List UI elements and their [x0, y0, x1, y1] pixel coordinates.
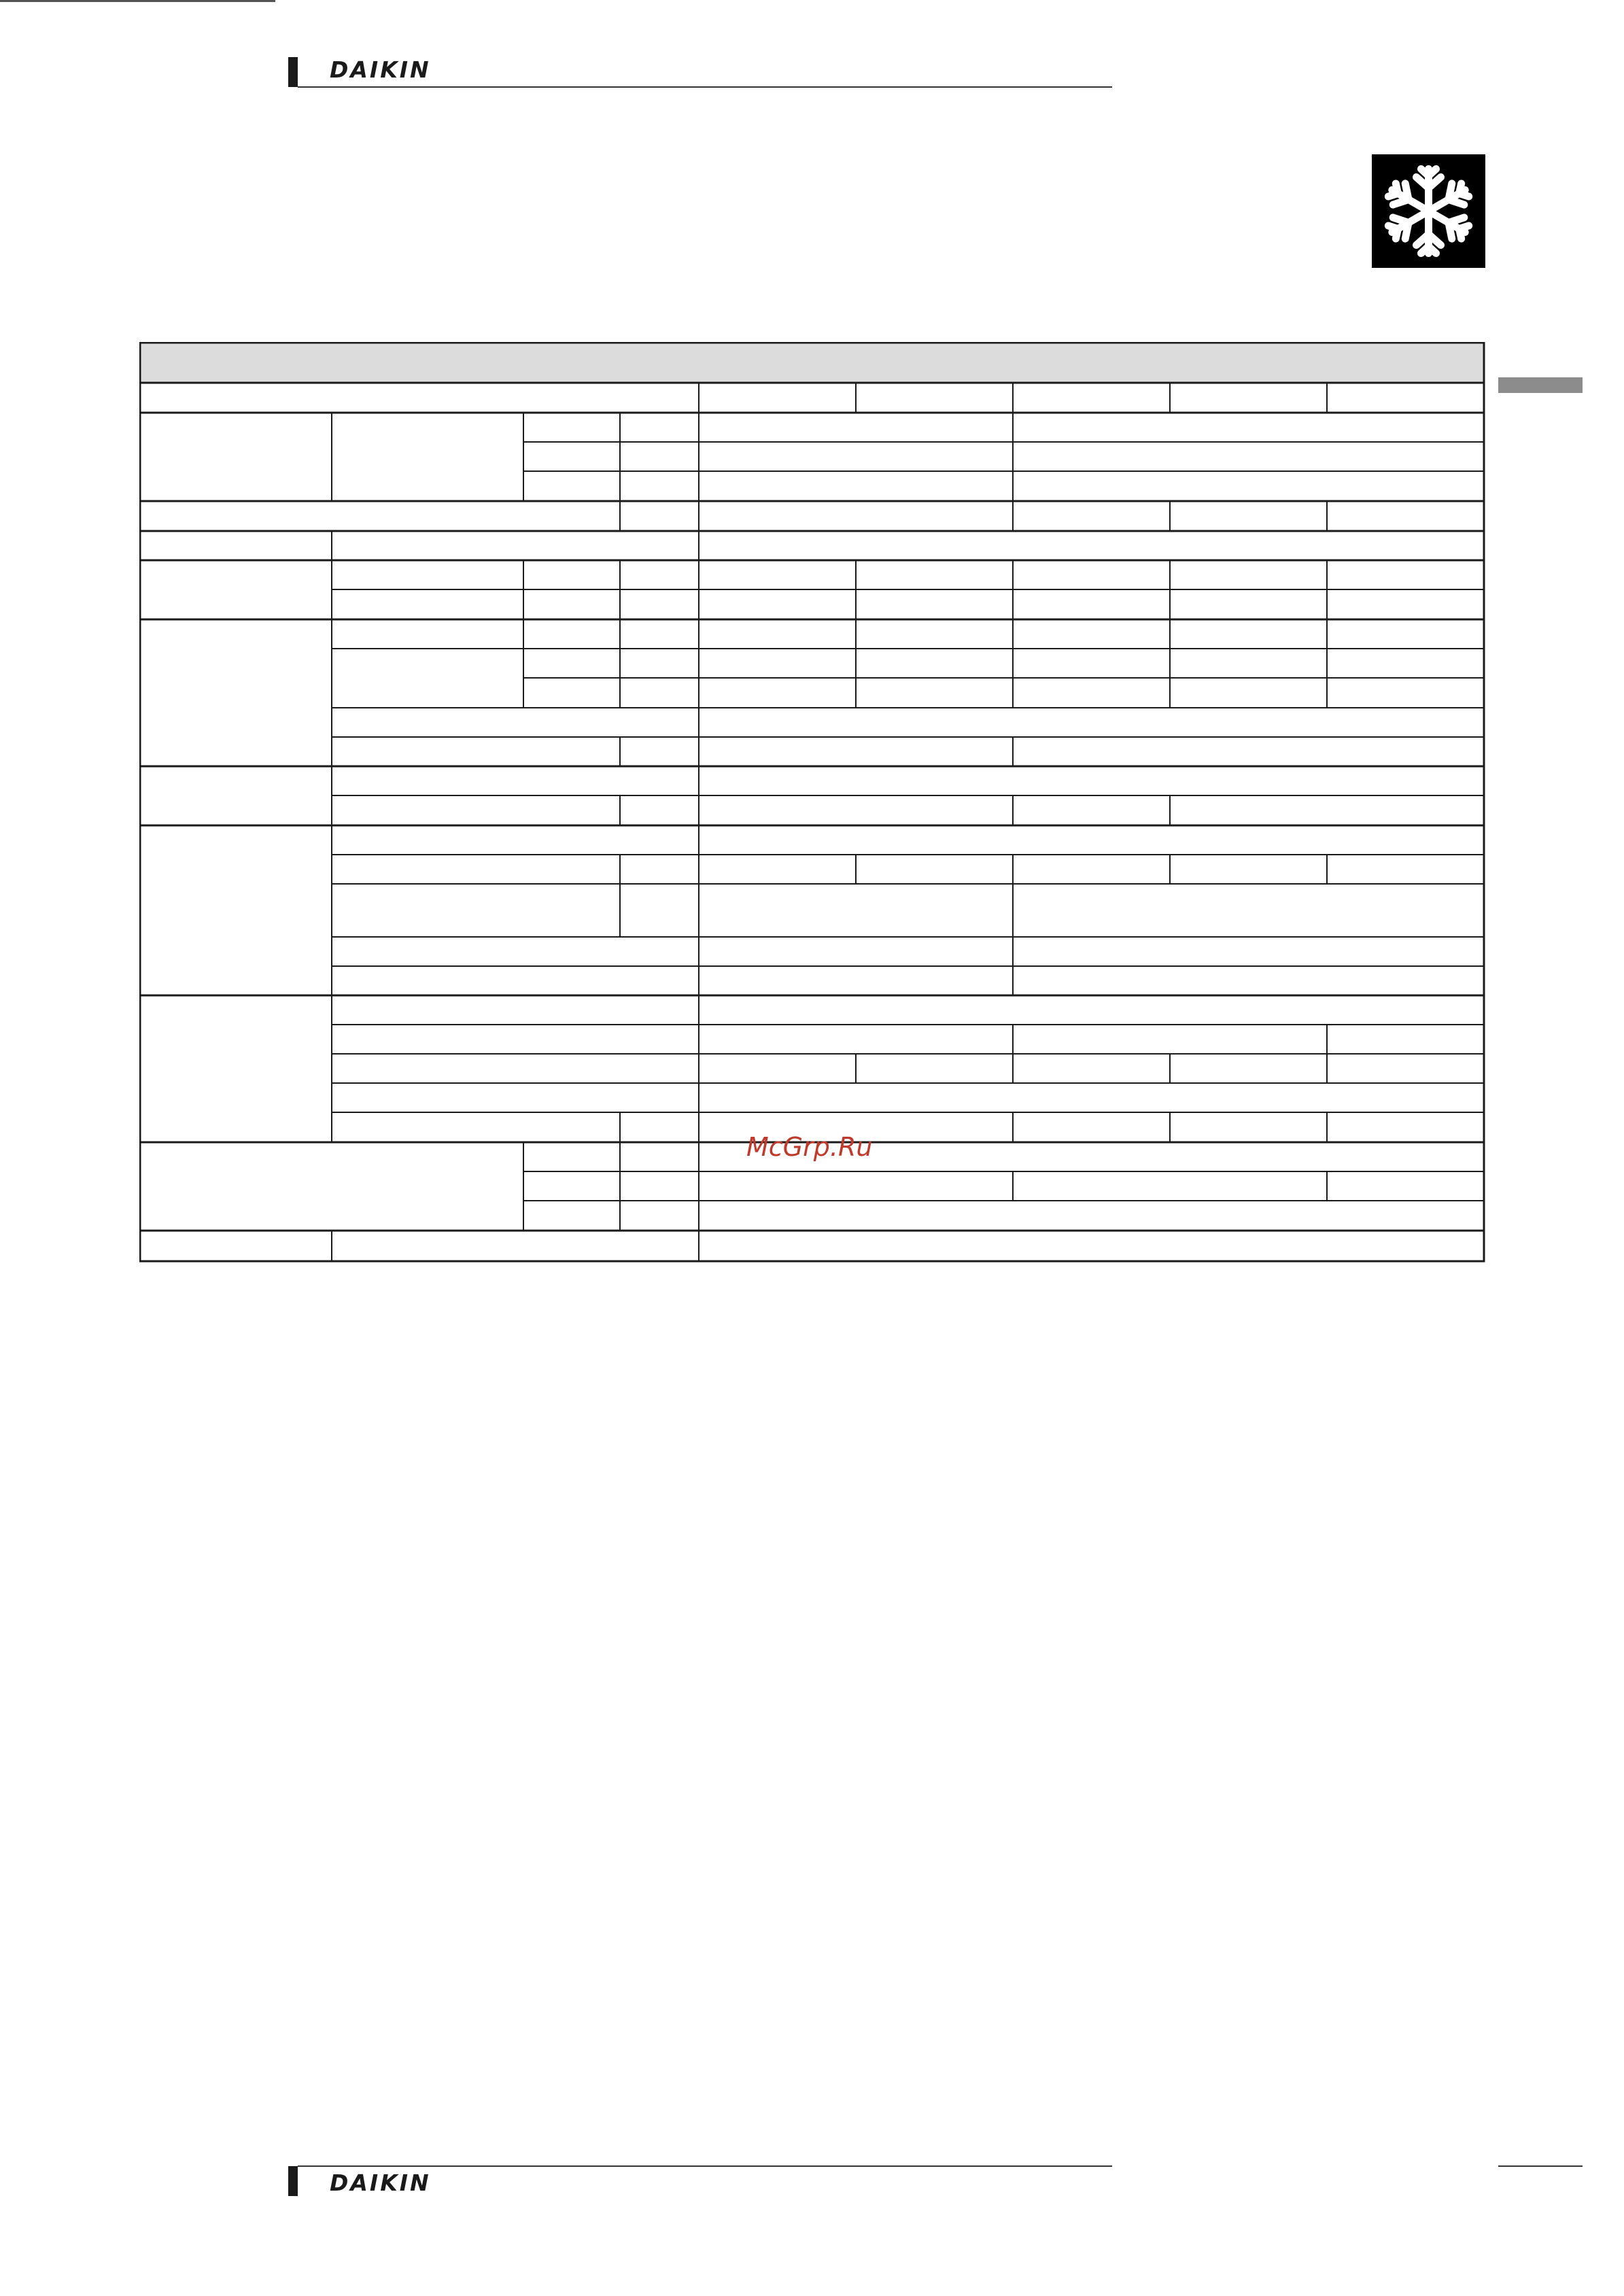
snowflake-icon — [1372, 154, 1485, 268]
header-rule — [298, 86, 1112, 88]
header-brand-bar — [288, 57, 298, 87]
footer-rule — [298, 2165, 1112, 2167]
footer-rule-right — [1498, 2165, 1583, 2167]
spec-table-grid — [139, 342, 1485, 1267]
page-bottom-rule — [0, 0, 275, 2]
footer-logo: DAIKIN — [330, 2170, 431, 2196]
footer-brand-bar — [288, 2166, 298, 2196]
header-logo: DAIKIN — [330, 56, 431, 83]
spec-table — [139, 342, 1485, 1267]
section-tab — [1498, 377, 1583, 393]
watermark: McGrp.Ru — [746, 1132, 873, 1162]
table-title-row — [140, 343, 1484, 383]
